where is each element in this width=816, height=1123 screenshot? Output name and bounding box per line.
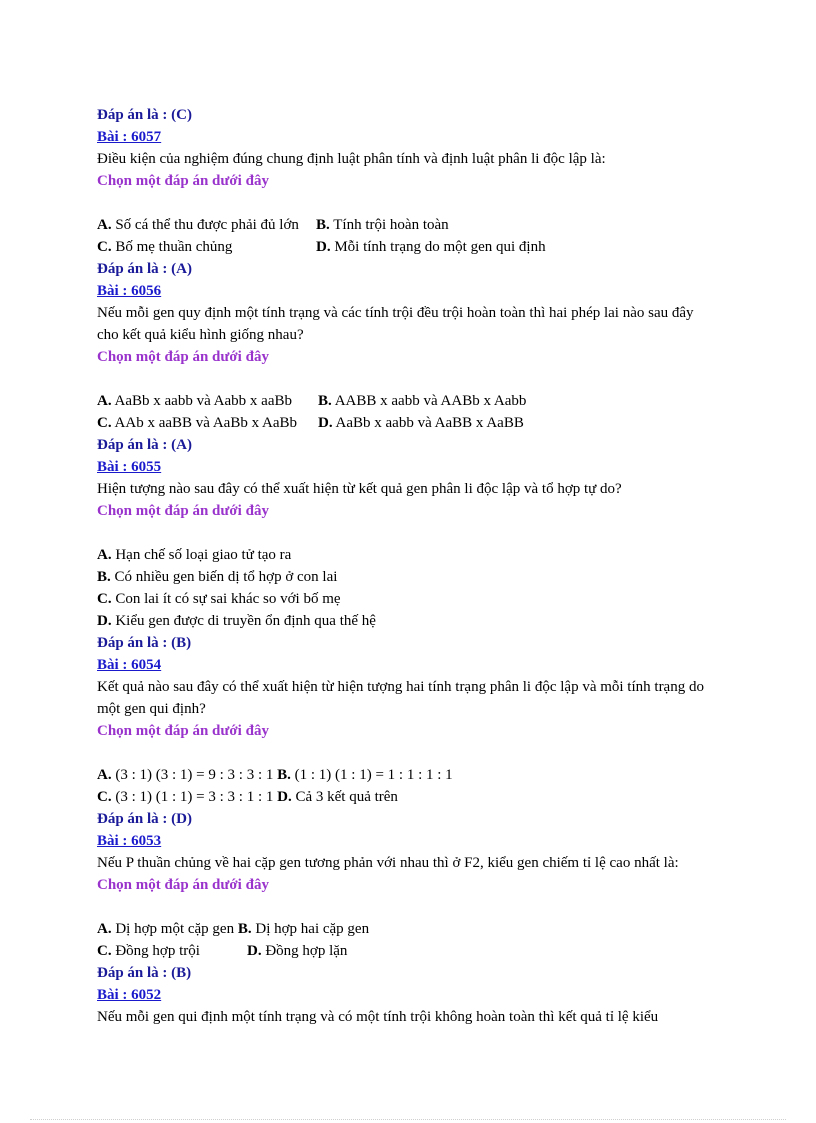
question-link[interactable]: Bài : 6057 (97, 129, 162, 145)
option-b[interactable]: B. Dị hợp hai cặp gen (237, 921, 370, 937)
question-text: Điều kiện của nghiệm đúng chung định luật phân tính và định luật phân li độc lập là: (97, 151, 606, 167)
option-row (97, 940, 737, 962)
page-bottom-divider (30, 1119, 786, 1120)
question-link[interactable]: Bài : 6055 (97, 459, 162, 475)
option-d[interactable]: D. Đồng hợp lặn (247, 943, 348, 959)
option-row (97, 786, 737, 808)
option-row (97, 390, 737, 412)
question-id (97, 984, 737, 1006)
question-block (97, 280, 737, 456)
option-c[interactable]: C. AAb x aaBB và AaBb x AaBb (97, 415, 298, 431)
question-block (97, 126, 737, 280)
option-row (97, 918, 737, 940)
question-text: Hiện tượng nào sau đây có thể xuất hiện từ kết quả gen phân li độc lập và tổ hợp tự do? (97, 481, 622, 497)
option-a[interactable]: A. AaBb x aabb và Aabb x aaBb (97, 393, 292, 409)
question-block (97, 654, 737, 830)
question-id (97, 654, 737, 676)
option-c[interactable]: C. Đồng hợp trội (97, 943, 200, 959)
option-b[interactable]: B. AABB x aabb và AABb x Aabb (318, 393, 527, 409)
question-link[interactable]: Bài : 6056 (97, 283, 162, 299)
option-c[interactable]: C. (3 : 1) (1 : 1) = 3 : 3 : 1 : 1 (97, 789, 274, 805)
option-a[interactable]: A. Dị hợp một cặp gen (97, 921, 235, 937)
question-block (97, 984, 737, 1028)
choose-prompt: Chọn một đáp án dưới đây (97, 173, 269, 189)
spacer (97, 742, 737, 764)
question-text: Kết quả nào sau đây có thể xuất hiện từ hiện tượng hai tính trạng phân li độc lập và mỗi tính trạng do một gen qui định? (97, 679, 704, 717)
option-d[interactable]: D. Cả 3 kết quả trên (277, 789, 398, 805)
question-link[interactable]: Bài : 6053 (97, 833, 162, 849)
option-row (97, 412, 737, 434)
question-link[interactable]: Bài : 6054 (97, 657, 162, 673)
question-block (97, 830, 737, 984)
document-body (97, 104, 737, 1028)
option-b[interactable]: B. Có nhiều gen biến dị tổ hợp ở con lai (97, 569, 338, 585)
option-d[interactable]: D. AaBb x aabb và AaBB x AaBB (318, 415, 524, 431)
choose-prompt: Chọn một đáp án dưới đây (97, 877, 269, 893)
question-text: Nếu mỗi gen qui định một tính trạng và có một tính trội không hoàn toàn thì kết quả tỉ lệ kiểu (97, 1009, 659, 1025)
question-id (97, 830, 737, 852)
answer-line: Đáp án là : (B) (97, 965, 192, 981)
spacer (97, 896, 737, 918)
answer-line: Đáp án là : (A) (97, 437, 193, 453)
question-text: Nếu P thuần chủng về hai cặp gen tương phản với nhau thì ở F2, kiểu gen chiếm tỉ lệ cao nhất là: (97, 855, 679, 871)
option-a[interactable]: A. Số cá thể thu được phải đủ lớn (97, 217, 299, 233)
choose-prompt: Chọn một đáp án dưới đây (97, 349, 269, 365)
choose-prompt: Chọn một đáp án dưới đây (97, 723, 269, 739)
question-id (97, 126, 737, 148)
option-c[interactable]: C. Con lai ít có sự sai khác so với bố mẹ (97, 591, 341, 607)
option-row (97, 764, 737, 786)
option-a[interactable]: A. Hạn chế số loại giao tử tạo ra (97, 547, 292, 563)
option-a[interactable]: A. (3 : 1) (3 : 1) = 9 : 3 : 3 : 1 (97, 767, 274, 783)
option-d[interactable]: D. Kiểu gen được di truyền ổn định qua thế hệ (97, 613, 376, 629)
answer-line: Đáp án là : (B) (97, 635, 192, 651)
choose-prompt: Chọn một đáp án dưới đây (97, 503, 269, 519)
spacer (97, 368, 737, 390)
option-c[interactable]: C. Bố mẹ thuần chủng (97, 239, 233, 255)
spacer (97, 192, 737, 214)
answer-line: Đáp án là : (C) (97, 107, 193, 123)
question-id (97, 456, 737, 478)
spacer (97, 522, 737, 544)
answer-line: Đáp án là : (A) (97, 261, 193, 277)
option-row (97, 214, 737, 236)
option-row (97, 236, 737, 258)
question-id (97, 280, 737, 302)
question-link[interactable]: Bài : 6052 (97, 987, 162, 1003)
answer-line: Đáp án là : (D) (97, 811, 193, 827)
option-b[interactable]: B. (1 : 1) (1 : 1) = 1 : 1 : 1 : 1 (277, 767, 453, 783)
question-text: Nếu mỗi gen quy định một tính trạng và các tính trội đều trội hoàn toàn thì hai phép lai nào sau đây cho kết quả kiểu hình giống nhau? (97, 305, 694, 343)
question-block (97, 456, 737, 654)
option-b[interactable]: B. Tính trội hoàn toàn (316, 217, 449, 233)
option-d[interactable]: D. Mỗi tính trạng do một gen qui định (316, 239, 546, 255)
